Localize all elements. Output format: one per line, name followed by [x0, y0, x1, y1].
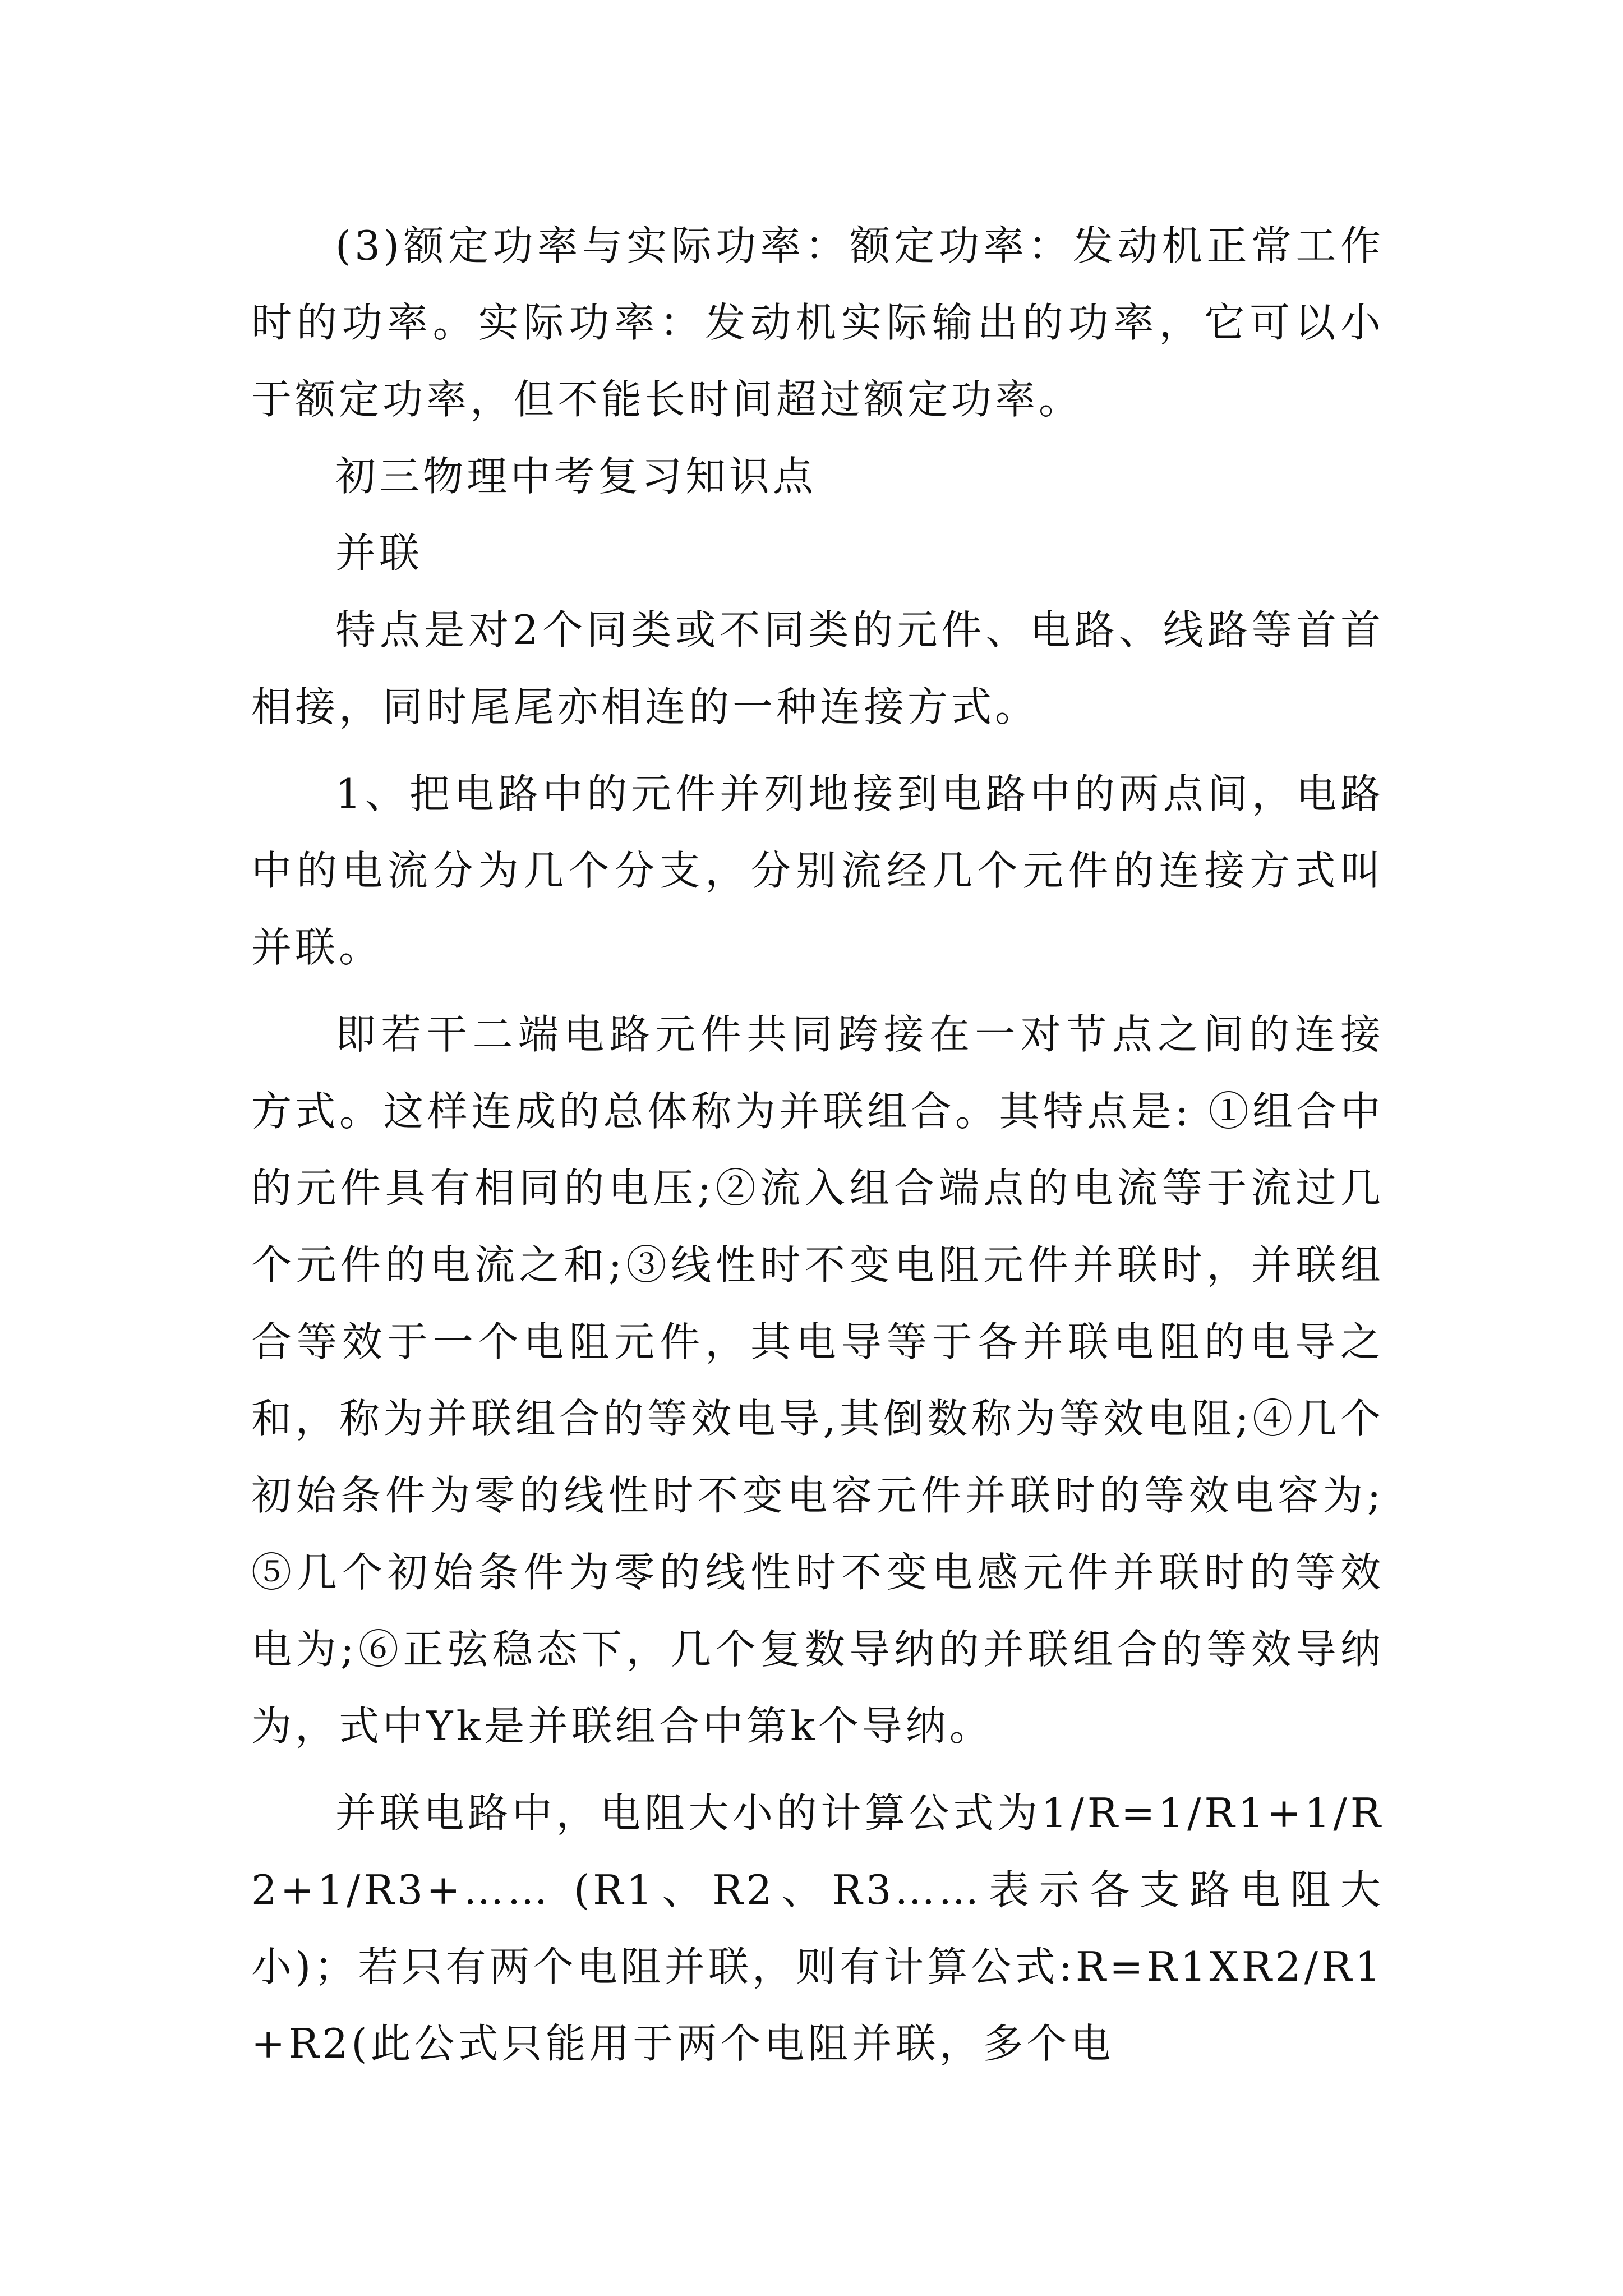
section-heading: 初三物理中考复习知识点 [335, 453, 817, 500]
subheading-parallel: 并联 [335, 530, 423, 577]
paragraph-parallel-properties: 即若干二端电路元件共同跨接在一对节点之间的连接方式。这样连成的总体称为并联组合。其特点是: ①组合中的元件具有相同的电压;②流入组合端点的电流等于流过几个元件的电流之和;③线性时不变电阻元件并联时，并联组合等效于一个电阻元件，其电导等于各并联电阻的电导之和，称为并联组合的等效电导,其倒数称为等效电阻;④几个初始条件为零的线性时不变电容元件并联时的等效电容为;⑤几个初始条件为零的线性时不变电感元件并联时的等效电为;⑥正弦稳态下，几个复数导纳的并联组合的等效导纳为，式中Yk是并联组合中第k个导纳。 [251, 1011, 1384, 1750]
paragraph-parallel-definition: 1、把电路中的元件并列地接到电路中的两点间，电路中的电流分为几个分支，分别流经几个元件的连接方式叫并联。 [251, 770, 1384, 971]
paragraph-resistance-formula: 并联电路中，电阻大小的计算公式为1/R=1/R1+1/R2+1/R3+…… (R1、R2、R3……表示各支路电阻大小)；若只有两个电阻并联，则有计算公式:R=R1XR2/R1+R2(此公式只能用于两个电阻并联，多个电 [251, 1789, 1384, 2067]
paragraph-rated-power: (3)额定功率与实际功率：额定功率：发动机正常工作时的功率。实际功率：发动机实际输出的功率，它可以小于额定功率，但不能长时间超过额定功率。 [251, 222, 1384, 423]
document-body [251, 208, 1384, 2082]
paragraph-parallel-feature: 特点是对2个同类或不同类的元件、电路、线路等首首相接，同时尾尾亦相连的一种连接方式。 [251, 606, 1384, 730]
